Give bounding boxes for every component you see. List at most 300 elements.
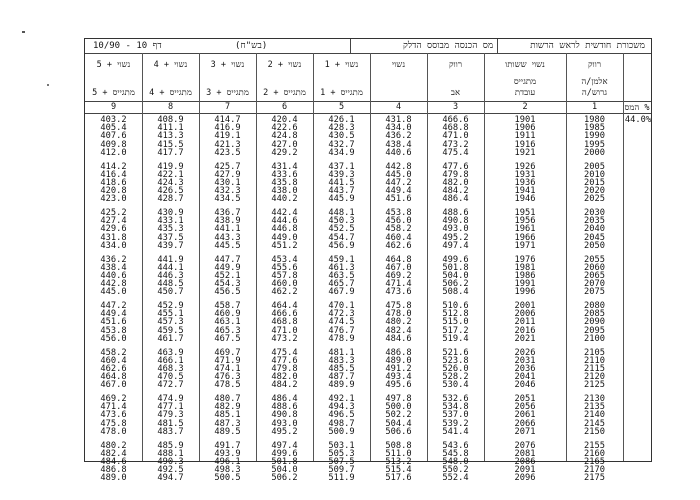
table-cell: 453.4	[271, 254, 298, 265]
table-cell: 474.1	[214, 363, 241, 374]
table-cell: 446.3	[157, 270, 184, 281]
table-cell: 550.2	[442, 465, 469, 476]
table-cell: 424.8	[271, 131, 298, 142]
table-cell: 2005	[584, 161, 605, 172]
table-cell: 442.8	[385, 161, 412, 172]
table-cell: 482.0	[442, 177, 469, 188]
table-cell: 473.6	[385, 287, 412, 298]
table-cell: 489.0	[385, 355, 412, 366]
table-cell: 1996	[514, 287, 536, 298]
table-cell: 504.4	[385, 418, 412, 429]
column-number: 4	[395, 102, 402, 112]
table-cell: 458.2	[100, 347, 127, 358]
table-cell: 528.2	[442, 372, 469, 383]
table-cell: 474.9	[157, 394, 184, 404]
table-cell: 487.3	[214, 418, 241, 429]
table-cell: 458.2	[385, 224, 412, 235]
table-cell: 475.8	[100, 418, 127, 429]
table-cell: 414.2	[100, 161, 127, 172]
table-cell: 2095	[584, 325, 605, 336]
table-cell: 479.8	[442, 169, 469, 180]
table-cell: 507.5	[328, 456, 355, 467]
table-cell: 437.5	[157, 232, 184, 243]
table-cell: 458.7	[214, 301, 241, 311]
table-cell: 465.3	[214, 325, 241, 336]
table-cell: 477.6	[442, 161, 469, 172]
table-cell: 437.1	[328, 161, 355, 172]
table-cell: 491.2	[385, 363, 412, 374]
table-cell: 411.1	[157, 123, 184, 134]
header-text: נשוי + 4	[153, 60, 188, 70]
table-cell: 2055	[584, 254, 605, 265]
table-cell: 449.0	[271, 232, 298, 243]
table-cell: 449.4	[100, 309, 127, 320]
header-text: עובדת	[514, 88, 536, 98]
table-cell: 2021	[514, 333, 536, 344]
header-cell	[484, 53, 566, 101]
table-cell: 539.2	[442, 418, 469, 429]
table-cell: 452.5	[328, 224, 355, 235]
table-cell: 464.4	[271, 301, 298, 311]
table-cell: 482.4	[100, 448, 127, 459]
stray-mark	[22, 31, 25, 33]
table-cell: 467.0	[100, 380, 127, 391]
table-cell: 450.7	[157, 287, 184, 298]
table-cell: 508.4	[442, 287, 469, 298]
header-text: מתגייס + 3	[206, 88, 249, 98]
table-cell: 448.1	[328, 208, 355, 218]
column-number: 9	[110, 102, 117, 112]
table-cell: 463.5	[328, 270, 355, 281]
column-number: 6	[281, 102, 288, 112]
table-cell: 2011	[514, 317, 536, 328]
table-cell: 1995	[584, 139, 605, 150]
header-text: אלמן/ה	[581, 77, 608, 87]
table-cell: 478.0	[100, 426, 127, 437]
table-cell: 2041	[514, 372, 536, 383]
table-cell: 472.3	[328, 309, 355, 320]
header-cell	[85, 53, 142, 101]
table-cell: 2175	[584, 473, 605, 484]
table-cell: 475.4	[442, 147, 469, 158]
header-text: נשוי ששותו	[505, 60, 545, 70]
table-cell: 499.6	[442, 254, 469, 265]
title-bar	[85, 39, 651, 54]
table-cell: 490.8	[271, 410, 298, 421]
table-cell: 471.4	[100, 402, 127, 413]
table-cell: 1990	[584, 131, 605, 142]
table-cell: 1946	[514, 194, 536, 205]
table-cell: 460.0	[271, 279, 298, 290]
table-cell: 424.3	[157, 177, 184, 188]
table-cell: 488.6	[271, 402, 298, 413]
table-cell: 468.8	[271, 317, 298, 328]
table-cell: 483.3	[328, 355, 355, 366]
table-cell: 453.8	[385, 208, 412, 218]
table-cell: 451.6	[385, 194, 412, 205]
table-cell: 526.0	[442, 363, 469, 374]
table-cell: 2056	[514, 402, 536, 413]
header-cell	[370, 53, 427, 101]
table-cell: 414.7	[214, 115, 241, 125]
table-cell: 1981	[514, 262, 536, 273]
table-cell: 464.8	[385, 254, 412, 265]
table-cell: 1951	[514, 208, 536, 218]
table-cell: 1991	[514, 279, 536, 290]
table-cell: 515.0	[442, 317, 469, 328]
table-cell: 467.5	[214, 333, 241, 344]
header-text: מתגייס	[513, 77, 537, 87]
table-cell: 443.7	[328, 186, 355, 197]
table-row	[85, 242, 651, 250]
table-row	[85, 381, 651, 389]
table-cell: 2016	[514, 325, 536, 336]
table-cell: 2035	[584, 216, 605, 227]
table-cell: 478.5	[214, 380, 241, 391]
table-cell: 484.6	[100, 456, 127, 467]
table-cell: 448.5	[157, 279, 184, 290]
table-cell: 504.0	[442, 270, 469, 281]
column-number: 1	[591, 102, 598, 112]
table-row	[85, 474, 651, 482]
table-cell: 409.8	[100, 139, 127, 150]
column-number: 5	[338, 102, 345, 112]
table-cell: 2096	[514, 473, 536, 484]
table-cell: 512.8	[442, 309, 469, 320]
header-cell	[142, 53, 199, 101]
table-cell: 455.1	[157, 309, 184, 320]
table-cell: 2110	[584, 355, 605, 366]
table-cell: 2015	[584, 177, 605, 188]
header-cell	[427, 53, 484, 101]
table-cell: 403.2	[100, 115, 127, 125]
table-cell: 432.3	[214, 186, 241, 197]
table-cell: 1921	[514, 147, 536, 158]
table-cell: 412.0	[100, 147, 127, 158]
column-number: 8	[167, 102, 174, 112]
table-cell: 438.4	[100, 262, 127, 273]
table-cell: 545.8	[442, 448, 469, 459]
table-cell: 504.0	[271, 465, 298, 476]
table-cell: 463.9	[157, 347, 184, 358]
table-cell: 2090	[584, 317, 605, 328]
table-cell: 480.2	[385, 317, 412, 328]
table-cell: 440.6	[100, 270, 127, 281]
table-cell: 442.4	[271, 208, 298, 218]
table-cell: 548.0	[442, 456, 469, 467]
table-cell: 470.1	[328, 301, 355, 311]
table-cell: 493.0	[442, 224, 469, 235]
table-row	[85, 195, 651, 203]
tax-percent: 44.0%	[624, 115, 652, 125]
table-cell: 445.9	[328, 194, 355, 205]
table-cell: 478.0	[385, 309, 412, 320]
table-cell: 495.2	[271, 426, 298, 437]
table-cell: 426.5	[157, 186, 184, 197]
table-cell: 435.8	[271, 177, 298, 188]
table-cell: 417.7	[157, 147, 184, 158]
table-row	[85, 428, 651, 436]
table-cell: 1906	[514, 123, 536, 134]
period-label: (בש"ח)	[235, 41, 268, 51]
table-cell: 1971	[514, 240, 536, 251]
table-cell: 438.0	[271, 186, 298, 197]
table-cell: 436.7	[214, 208, 241, 218]
table-cell: 513.2	[385, 456, 412, 467]
table-cell: 534.8	[442, 402, 469, 413]
table-cell: 1966	[514, 232, 536, 243]
table-cell: 455.6	[271, 262, 298, 273]
table-cell: 497.4	[271, 440, 298, 451]
table-cell: 419.9	[157, 161, 184, 172]
table-cell: 501.8	[442, 262, 469, 273]
table-cell: 472.7	[157, 380, 184, 391]
table-cell: 517.6	[385, 473, 412, 484]
table-cell: 451.6	[100, 317, 127, 328]
table-cell: 434.0	[385, 123, 412, 134]
table-cell: 449.9	[214, 262, 241, 273]
table-cell: 433.6	[271, 169, 298, 180]
table-cell: 510.6	[442, 301, 469, 311]
table-cell: 466.6	[442, 115, 469, 125]
table-cell: 429.6	[100, 224, 127, 235]
table-cell: 445.5	[214, 240, 241, 251]
table-cell: 422.1	[157, 169, 184, 180]
table-cell: 1961	[514, 224, 536, 235]
table-cell: 438.9	[214, 216, 241, 227]
table-cell: 499.6	[271, 448, 298, 459]
table-cell: 461.7	[157, 333, 184, 344]
table-cell: 1911	[514, 131, 536, 142]
table-cell: 484.2	[442, 186, 469, 197]
table-cell: 2020	[584, 186, 605, 197]
table-cell: 485.9	[157, 440, 184, 451]
form-title: משכורת חודשית לראש הרשות	[530, 41, 645, 51]
table-cell: 2085	[584, 309, 605, 320]
table-cell: 2010	[584, 169, 605, 180]
table-cell: 486.8	[385, 347, 412, 358]
table-cell: 433.1	[157, 216, 184, 227]
table-cell: 2135	[584, 402, 605, 413]
table-cell: 447.2	[100, 301, 127, 311]
table-cell: 498.7	[328, 418, 355, 429]
table-cell: 454.7	[328, 232, 355, 243]
table-cell: 2030	[584, 208, 605, 218]
table-cell: 492.5	[157, 465, 184, 476]
table-cell: 481.1	[328, 347, 355, 358]
table-cell: 423.5	[214, 147, 241, 158]
column-number: 7	[224, 102, 231, 112]
table-cell: 509.7	[328, 465, 355, 476]
table-cell: 440.6	[385, 147, 412, 158]
table-cell: 441.1	[214, 224, 241, 235]
table-cell: 454.3	[214, 279, 241, 290]
header-text: נשוי + 2	[267, 60, 302, 70]
header-text: אב	[450, 88, 461, 98]
header-text: נשוי + 5	[96, 60, 131, 70]
table-cell: 416.4	[100, 169, 127, 180]
table-cell: 1986	[514, 270, 536, 281]
table-cell: 426.1	[328, 115, 355, 125]
table-cell: 469.2	[100, 394, 127, 404]
header-text: גרוש/ה	[581, 88, 608, 98]
header-text: מתגייס + 5	[92, 88, 135, 98]
table-cell: 2060	[584, 262, 605, 273]
table-cell: 480.2	[100, 440, 127, 451]
table-cell: 429.2	[271, 147, 298, 158]
table-cell: 421.3	[214, 139, 241, 150]
header-cell	[199, 53, 256, 101]
table-cell: 2036	[514, 363, 536, 374]
table-cell: 2006	[514, 309, 536, 320]
table-cell: 449.4	[385, 186, 412, 197]
table-cell: 2081	[514, 448, 536, 459]
table-cell: 517.2	[442, 325, 469, 336]
table-cell: 452.9	[157, 301, 184, 311]
header-text: רווק	[448, 60, 463, 70]
column-number: 2	[522, 102, 528, 112]
table-cell: 2046	[514, 380, 536, 391]
table-cell: 2145	[584, 418, 605, 429]
table-cell: 427.0	[271, 139, 298, 150]
table-cell: 462.6	[385, 240, 412, 251]
table-cell: 515.4	[385, 465, 412, 476]
table-cell: 425.7	[214, 161, 241, 172]
table-cell: 484.6	[385, 333, 412, 344]
table-cell: 2071	[514, 426, 536, 437]
table-cell: 489.0	[100, 473, 127, 484]
table-cell: 438.4	[385, 139, 412, 150]
table-cell: 473.2	[271, 333, 298, 344]
table-cell: 431.8	[100, 232, 127, 243]
table-cell: 498.3	[214, 465, 241, 476]
table-cell: 501.8	[271, 456, 298, 467]
table-cell: 2130	[584, 394, 605, 404]
table-cell: 456.5	[214, 287, 241, 298]
table-cell: 1985	[584, 123, 605, 134]
table-cell: 427.4	[100, 216, 127, 227]
salary-table	[84, 38, 652, 484]
table-cell: 439.7	[157, 240, 184, 251]
table-cell: 440.2	[271, 194, 298, 205]
table-cell: 456.9	[328, 240, 355, 251]
header-cell	[566, 53, 623, 101]
table-cell: 1931	[514, 169, 536, 180]
table-cell: 468.8	[442, 123, 469, 134]
table-cell: 491.7	[214, 440, 241, 451]
pct-header: % המס	[624, 103, 650, 113]
table-cell: 523.8	[442, 355, 469, 366]
table-cell: 405.4	[100, 123, 127, 134]
table-row	[85, 335, 651, 343]
table-cell: 428.7	[157, 194, 184, 205]
table-cell: 1926	[514, 161, 536, 172]
table-cell: 484.2	[271, 380, 298, 391]
table-cell: 486.4	[442, 194, 469, 205]
date-page: 10/90 - דף 10	[93, 41, 162, 51]
table-cell: 469.7	[214, 347, 241, 358]
table-cell: 444.1	[157, 262, 184, 273]
pct-header-cell	[623, 53, 651, 101]
table-cell: 2000	[584, 147, 605, 158]
table-cell: 493.4	[385, 372, 412, 383]
table-cell: 447.7	[214, 254, 241, 265]
header-cell	[256, 53, 313, 101]
table-cell: 496.1	[214, 456, 241, 467]
table-cell: 2066	[514, 418, 536, 429]
table-cell: 2031	[514, 355, 536, 366]
header-text: נשוי + 3	[210, 60, 245, 70]
table-cell: 420.8	[100, 186, 127, 197]
table-cell: 537.0	[442, 410, 469, 421]
table-cell: 1901	[514, 115, 536, 125]
table-cell: 482.0	[271, 372, 298, 383]
table-cell: 415.5	[157, 139, 184, 150]
table-cell: 473.2	[442, 139, 469, 150]
table-cell: 1916	[514, 139, 536, 150]
table-cell: 503.1	[328, 440, 355, 451]
table-cell: 482.9	[214, 402, 241, 413]
table-cell: 445.0	[385, 169, 412, 180]
table-cell: 430.5	[328, 131, 355, 142]
table-cell: 1936	[514, 177, 536, 188]
table-cell: 442.8	[100, 279, 127, 290]
table-cell: 477.1	[157, 402, 184, 413]
table-cell: 459.5	[157, 325, 184, 336]
table-cell: 473.6	[100, 410, 127, 421]
table-cell: 2165	[584, 456, 605, 467]
table-cell: 407.6	[100, 131, 127, 142]
table-cell: 1980	[584, 115, 605, 125]
table-cell: 506.6	[385, 426, 412, 437]
table-cell: 445.0	[100, 287, 127, 298]
table-cell: 462.2	[271, 287, 298, 298]
table-cell: 486.4	[271, 394, 298, 404]
table-cell: 494.3	[328, 402, 355, 413]
table-cell: 460.4	[100, 355, 127, 366]
table-cell: 419.1	[214, 131, 241, 142]
table-cell: 488.6	[442, 208, 469, 218]
table-cell: 423.0	[100, 194, 127, 205]
table-cell: 500.9	[328, 426, 355, 437]
table-cell: 467.0	[385, 262, 412, 273]
table-cell: 444.6	[271, 216, 298, 227]
table-cell: 2105	[584, 347, 605, 358]
table-cell: 431.8	[385, 115, 412, 125]
header-text: רווק	[587, 60, 602, 70]
table-cell: 2160	[584, 448, 605, 459]
table-cell: 530.4	[442, 380, 469, 391]
table-cell: 2155	[584, 440, 605, 451]
table-cell: 497.4	[442, 240, 469, 251]
table-cell: 502.2	[385, 410, 412, 421]
table-cell: 2080	[584, 301, 605, 311]
table-cell: 457.3	[157, 317, 184, 328]
column-number: 3	[452, 102, 459, 112]
table-cell: 486.8	[100, 465, 127, 476]
table-cell: 431.4	[271, 161, 298, 172]
table-cell: 543.6	[442, 440, 469, 451]
table-cell: 474.5	[328, 317, 355, 328]
stray-mark	[47, 84, 49, 86]
table-cell: 1976	[514, 254, 536, 265]
table-cell: 487.7	[328, 372, 355, 383]
table-cell: 494.7	[157, 473, 184, 484]
table-cell: 465.7	[328, 279, 355, 290]
budget-label: מס הכנסה מבוסס הדלק	[403, 41, 494, 51]
table-cell: 506.2	[271, 473, 298, 484]
table-cell: 463.1	[214, 317, 241, 328]
